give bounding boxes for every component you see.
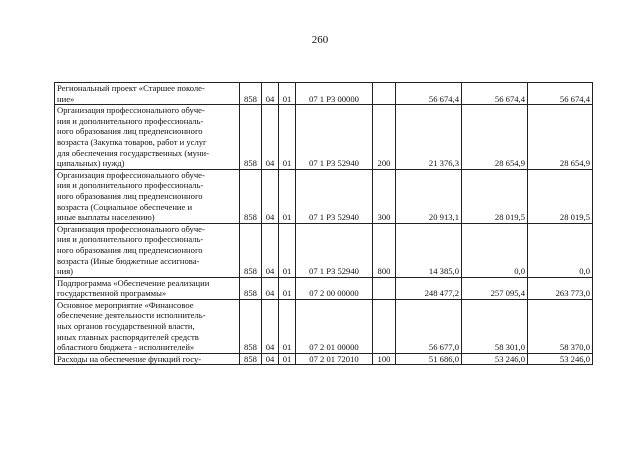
target-article: 07 1 P3 52940	[296, 169, 373, 223]
expense-type: 300	[373, 169, 396, 223]
admin-code: 858	[240, 353, 262, 365]
admin-code: 858	[240, 299, 262, 353]
row-description: Организация профессионального обуче- ния и дополнительного профессиональ- ного образования лиц предпенсионного возраста (Закупка товаров, работ и услуг для обеспечения государственных (муни- ципальных) нужд)	[55, 105, 240, 170]
section-code: 04	[262, 169, 279, 223]
amount-year-1: 21 376,3	[396, 105, 462, 170]
section-code: 04	[262, 299, 279, 353]
amount-year-2: 257 095,4	[462, 277, 528, 299]
amount-year-2: 53 246,0	[462, 353, 528, 365]
target-article: 07 1 P3 00000	[296, 83, 373, 105]
amount-year-1: 56 674,4	[396, 83, 462, 105]
target-article: 07 1 P3 52940	[296, 223, 373, 277]
table-row	[55, 353, 593, 365]
table-row	[55, 105, 593, 170]
row-description: Организация профессионального обуче- ния и дополнительного профессиональ- ного образования лиц предпенсионного возраста (Социальное обеспечение и иные выплаты населению)	[55, 169, 240, 223]
admin-code: 858	[240, 83, 262, 105]
section-code: 04	[262, 353, 279, 365]
expense-type	[373, 83, 396, 105]
row-description: Расходы на обеспечение функций госу-	[55, 353, 240, 365]
table-row	[55, 83, 593, 105]
table-row	[55, 169, 593, 223]
amount-year-1: 248 477,2	[396, 277, 462, 299]
section-code: 04	[262, 223, 279, 277]
table-row	[55, 277, 593, 299]
amount-year-1: 51 686,0	[396, 353, 462, 365]
amount-year-2: 58 301,0	[462, 299, 528, 353]
subsection-code: 01	[279, 277, 296, 299]
page-number: 260	[311, 34, 329, 46]
row-description: Организация профессионального обуче- ния и дополнительного профессиональ- ного образования лиц предпенсионного возраста (Иные бюджетные ассигнова- ния)	[55, 223, 240, 277]
section-code: 04	[262, 277, 279, 299]
amount-year-3: 53 246,0	[528, 353, 593, 365]
subsection-code: 01	[279, 223, 296, 277]
expense-type: 800	[373, 223, 396, 277]
subsection-code: 01	[279, 353, 296, 365]
section-code: 04	[262, 105, 279, 170]
amount-year-2: 28 654,9	[462, 105, 528, 170]
subsection-code: 01	[279, 83, 296, 105]
row-description: Подпрограмма «Обеспечение реализации государственной программы»	[55, 277, 240, 299]
amount-year-2: 28 019,5	[462, 169, 528, 223]
amount-year-1: 14 385,0	[396, 223, 462, 277]
admin-code: 858	[240, 105, 262, 170]
amount-year-2: 56 674,4	[462, 83, 528, 105]
table-row	[55, 223, 593, 277]
amount-year-1: 56 677,0	[396, 299, 462, 353]
expense-type: 100	[373, 353, 396, 365]
budget-table	[54, 82, 593, 365]
amount-year-3: 28 019,5	[528, 169, 593, 223]
subsection-code: 01	[279, 105, 296, 170]
expense-type: 200	[373, 105, 396, 170]
expense-type	[373, 277, 396, 299]
target-article: 07 2 01 00000	[296, 299, 373, 353]
subsection-code: 01	[279, 299, 296, 353]
row-description: Региональный проект «Старшее поколе- ние»	[55, 83, 240, 105]
amount-year-2: 0,0	[462, 223, 528, 277]
amount-year-3: 58 370,0	[528, 299, 593, 353]
row-description: Основное мероприятие «Финансовое обеспечение деятельности исполнитель- ных органов государственной власти, иных главных распорядителей средств областного бюджета - исполнителей»	[55, 299, 240, 353]
target-article: 07 2 00 00000	[296, 277, 373, 299]
admin-code: 858	[240, 223, 262, 277]
target-article: 07 2 01 72010	[296, 353, 373, 365]
expense-type	[373, 299, 396, 353]
target-article: 07 1 P3 52940	[296, 105, 373, 170]
amount-year-3: 263 773,0	[528, 277, 593, 299]
subsection-code: 01	[279, 169, 296, 223]
amount-year-3: 56 674,4	[528, 83, 593, 105]
admin-code: 858	[240, 169, 262, 223]
amount-year-1: 20 913,1	[396, 169, 462, 223]
amount-year-3: 28 654,9	[528, 105, 593, 170]
amount-year-3: 0,0	[528, 223, 593, 277]
admin-code: 858	[240, 277, 262, 299]
section-code: 04	[262, 83, 279, 105]
table-row	[55, 299, 593, 353]
